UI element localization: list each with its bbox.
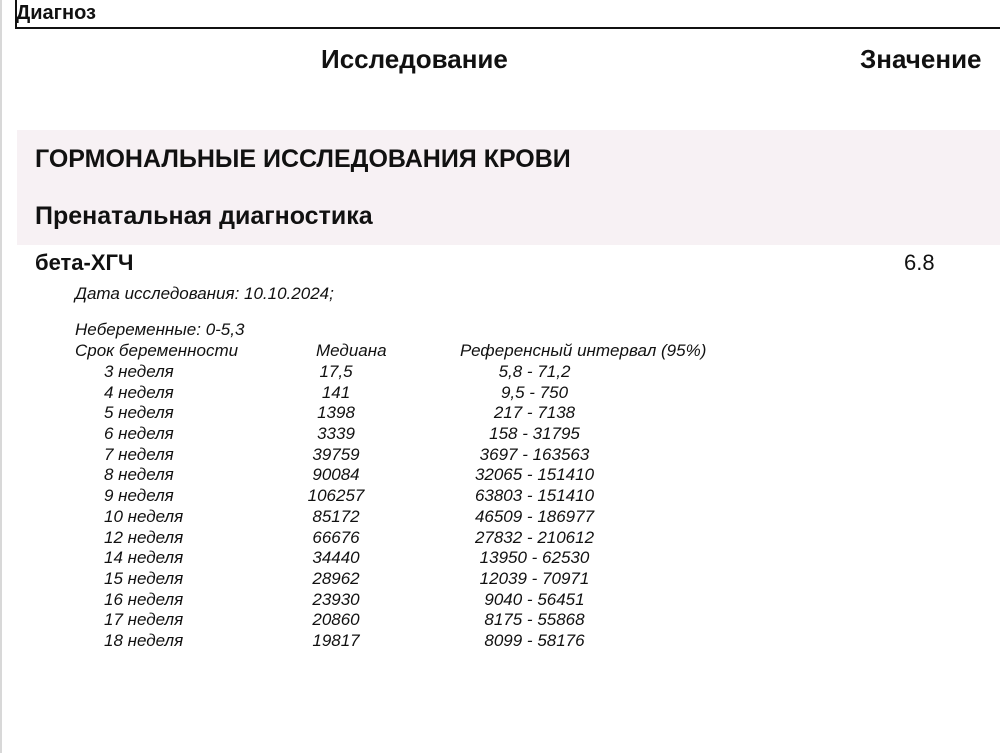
- row-median: 19817: [312, 630, 360, 650]
- section-title: ГОРМОНАЛЬНЫЕ ИССЛЕДОВАНИЯ КРОВИ: [35, 145, 571, 173]
- row-week: 5 неделя: [104, 403, 174, 423]
- nonpregnant-reference: Небеременные: 0-5,3: [75, 320, 245, 339]
- table-row: [0, 569, 1000, 590]
- row-median: 106257: [307, 486, 365, 506]
- row-median: 66676: [312, 527, 360, 547]
- row-week: 6 неделя: [104, 424, 174, 444]
- row-week: 17 неделя: [104, 610, 184, 630]
- ref-header-median: Медиана: [316, 341, 387, 360]
- table-row: [0, 403, 1000, 424]
- row-week: 16 неделя: [104, 589, 184, 609]
- row-week: 12 неделя: [104, 527, 184, 547]
- diagnosis-box: [15, 0, 1000, 29]
- row-range: 8175 - 55868: [484, 610, 585, 630]
- test-date-line: Дата исследования: 10.10.2024;: [75, 284, 334, 303]
- row-median: 141: [321, 382, 351, 402]
- table-row: [0, 424, 1000, 445]
- row-week: 15 неделя: [104, 568, 184, 588]
- table-row: [0, 445, 1000, 466]
- table-row: [0, 590, 1000, 611]
- row-range: 8099 - 58176: [484, 630, 585, 650]
- test-value: 6.8: [904, 250, 935, 275]
- row-week: 4 неделя: [104, 382, 174, 402]
- diagnosis-label: Диагноз: [16, 2, 96, 24]
- row-week: 3 неделя: [104, 362, 174, 381]
- row-range: 5,8 - 71,2: [498, 362, 571, 381]
- table-row: [0, 362, 1000, 383]
- subsection-title: Пренатальная диагностика: [35, 202, 373, 230]
- row-median: 1398: [317, 403, 355, 423]
- column-header-value: Значение: [860, 44, 982, 74]
- table-row: [0, 610, 1000, 631]
- row-range: 9040 - 56451: [484, 589, 585, 609]
- table-row: [0, 631, 1000, 652]
- ref-header-week: Срок беременности: [75, 341, 239, 360]
- row-range: 46509 - 186977: [474, 506, 595, 526]
- table-row: [0, 383, 1000, 404]
- ref-header-range: Референсный интервал (95%): [460, 341, 707, 360]
- column-header-study: Исследование: [321, 44, 508, 74]
- row-week: 9 неделя: [104, 486, 174, 506]
- row-median: 3339: [317, 424, 355, 444]
- row-median: 23930: [312, 589, 360, 609]
- row-range: 27832 - 210612: [474, 527, 595, 547]
- row-week: 10 неделя: [104, 506, 184, 526]
- row-median: 39759: [312, 444, 360, 464]
- row-range: 9,5 - 750: [500, 382, 569, 402]
- row-range: 3697 - 163563: [479, 444, 590, 464]
- row-week: 7 неделя: [104, 444, 174, 464]
- row-range: 13950 - 62530: [479, 548, 590, 568]
- row-range: 217 - 7138: [493, 403, 576, 423]
- row-median: 20860: [312, 610, 360, 630]
- row-range: 63803 - 151410: [474, 486, 595, 506]
- row-median: 34440: [312, 548, 360, 568]
- reference-table: [0, 362, 1000, 652]
- row-week: 18 неделя: [104, 630, 184, 650]
- table-row: [0, 465, 1000, 486]
- row-range: 158 - 31795: [489, 424, 580, 444]
- row-median: 90084: [312, 465, 360, 485]
- table-row: [0, 486, 1000, 507]
- table-row: [0, 548, 1000, 569]
- row-median: 85172: [312, 506, 360, 526]
- table-row: [0, 528, 1000, 549]
- row-week: 8 неделя: [104, 465, 174, 485]
- row-median: 28962: [312, 568, 360, 588]
- row-week: 14 неделя: [104, 548, 184, 568]
- row-range: 32065 - 151410: [474, 465, 595, 485]
- row-range: 12039 - 70971: [479, 568, 590, 588]
- test-name: бета-ХГЧ: [35, 250, 134, 275]
- table-row: [0, 507, 1000, 528]
- row-median: 17,5: [319, 362, 353, 381]
